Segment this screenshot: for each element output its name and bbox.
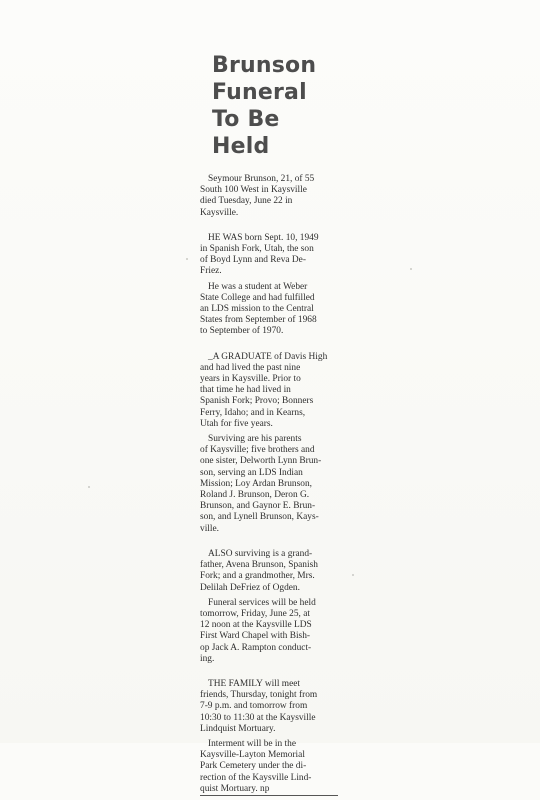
paragraph-viewing: THE FAMILY will meet friends, Thursday, tonight from 7-9 p.m. and tomorrow from 10:30 to 11:30 at the Kaysville Lindquist Mortuary. bbox=[200, 678, 318, 734]
paper-speck bbox=[88, 486, 90, 488]
paragraph-survivors: Surviving are his parents of Kaysville; five brothers and one sister, Delworth Lynn Brun- son, serving an LDS Indian Mission; Loy Ardan Brunson, Roland J. Brunson, Deron G. Brunson, and Gaynor E. Brun- son, and Lynell Brunson, Kays- ville. bbox=[200, 434, 322, 534]
headline-line: To Be Held bbox=[212, 107, 280, 159]
headline bbox=[212, 52, 338, 160]
headline-line: Funeral bbox=[212, 80, 307, 105]
paragraph-death-notice: Seymour Brunson, 21, of 55 South 100 West in Kaysville died Tuesday, June 22 in Kaysville. bbox=[200, 174, 315, 218]
paragraph-graduate: _A GRADUATE of Davis High and had lived the past nine years in Kaysville. Prior to that time he had lived in Spanish Fork; Provo; Bonners Ferry, Idaho; and in Kearns, Utah for five years. bbox=[200, 351, 328, 429]
paragraph-grandparents: ALSO surviving is a grand- father, Avena Brunson, Spanish Fork; and a grandmother, Mrs. Delilah DeFriez of Ogden. bbox=[200, 548, 318, 593]
obituary-clipping bbox=[200, 52, 338, 800]
paper-speck bbox=[186, 258, 188, 260]
paragraph-funeral-services: Funeral services will be held tomorrow, Friday, June 25, at 12 noon at the Kaysville LDS First Ward Chapel with Bish- op Jack A. Rampton conduct- ing. bbox=[200, 597, 316, 664]
paragraph-birth: HE WAS born Sept. 10, 1949 in Spanish Fork, Utah, the son of Boyd Lynn and Reva De- Friez. bbox=[200, 232, 319, 277]
paragraph-education: He was a student at Weber State College and had fulfilled an LDS mission to the Central States from September of 1968 to September of 1970. bbox=[200, 281, 317, 337]
paper-speck bbox=[410, 268, 412, 270]
paragraph-interment: Interment will be in the Kaysville-Layton Memorial Park Cemetery under the di- rection of the Kaysville Lind- quist Mortuary. np bbox=[200, 739, 338, 796]
paper-speck bbox=[352, 574, 354, 576]
headline-line: Brunson bbox=[212, 53, 317, 78]
